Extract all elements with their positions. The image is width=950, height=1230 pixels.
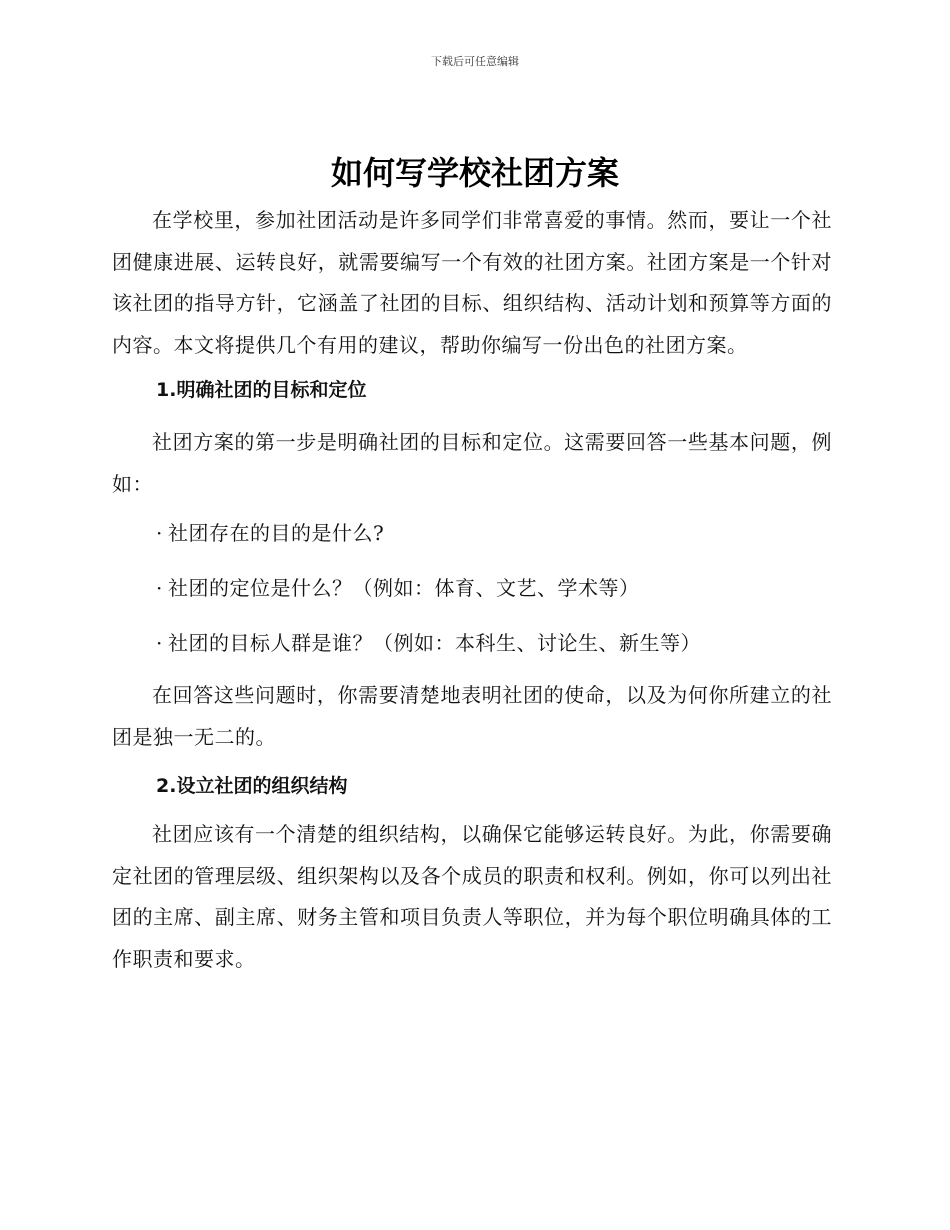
- intro-paragraph: 在学校里，参加社团活动是许多同学们非常喜爱的事情。然而，要让一个社团健康进展、运转良好，就需要编写一个有效的社团方案。社团方案是一个针对该社团的指导方针，它涵盖了社团的目标、组织结构、活动计划和预算等方面的内容。本文将提供几个有用的建议，帮助你编写一份出色的社团方案。: [112, 208, 832, 357]
- bullet-text: 社团存在的目的是什么?: [168, 521, 385, 545]
- section-1-heading: 1.明确社团的目标和定位: [156, 379, 367, 401]
- section-1-closing: 在回答这些问题时，你需要清楚地表明社团的使命，以及为何你所建立的社团是独一无二的。: [112, 683, 832, 749]
- document-title: 如何写学校社团方案: [330, 154, 619, 192]
- page-header: 下载后可任意编辑: [431, 55, 519, 68]
- bullet-dot: ·: [156, 631, 163, 655]
- bullet-dot: ·: [156, 521, 163, 545]
- bullet-item: [112, 519, 832, 547]
- bullet-item: [112, 629, 832, 657]
- bullet-dot: ·: [156, 576, 163, 600]
- bullet-text: 社团的定位是什么？（例如：体育、文艺、学术等）: [168, 576, 640, 600]
- section-2-heading: 2.设立社团的组织结构: [156, 775, 348, 797]
- document-body: [112, 200, 832, 980]
- section-1-paragraph: 社团方案的第一步是明确社团的目标和定位。这需要回答一些基本问题，例如：: [112, 430, 832, 496]
- bullet-text: 社团的目标人群是谁？（例如：本科生、讨论生、新生等）: [168, 631, 701, 655]
- section-2-paragraph: 社团应该有一个清楚的组织结构，以确保它能够运转良好。为此，你需要确定社团的管理层级、组织架构以及各个成员的职责和权利。例如，你可以列出社团的主席、副主席、财务主管和项目负责人等职位，并为每个职位明确具体的工作职责和要求。: [112, 822, 832, 971]
- bullet-item: [112, 574, 832, 602]
